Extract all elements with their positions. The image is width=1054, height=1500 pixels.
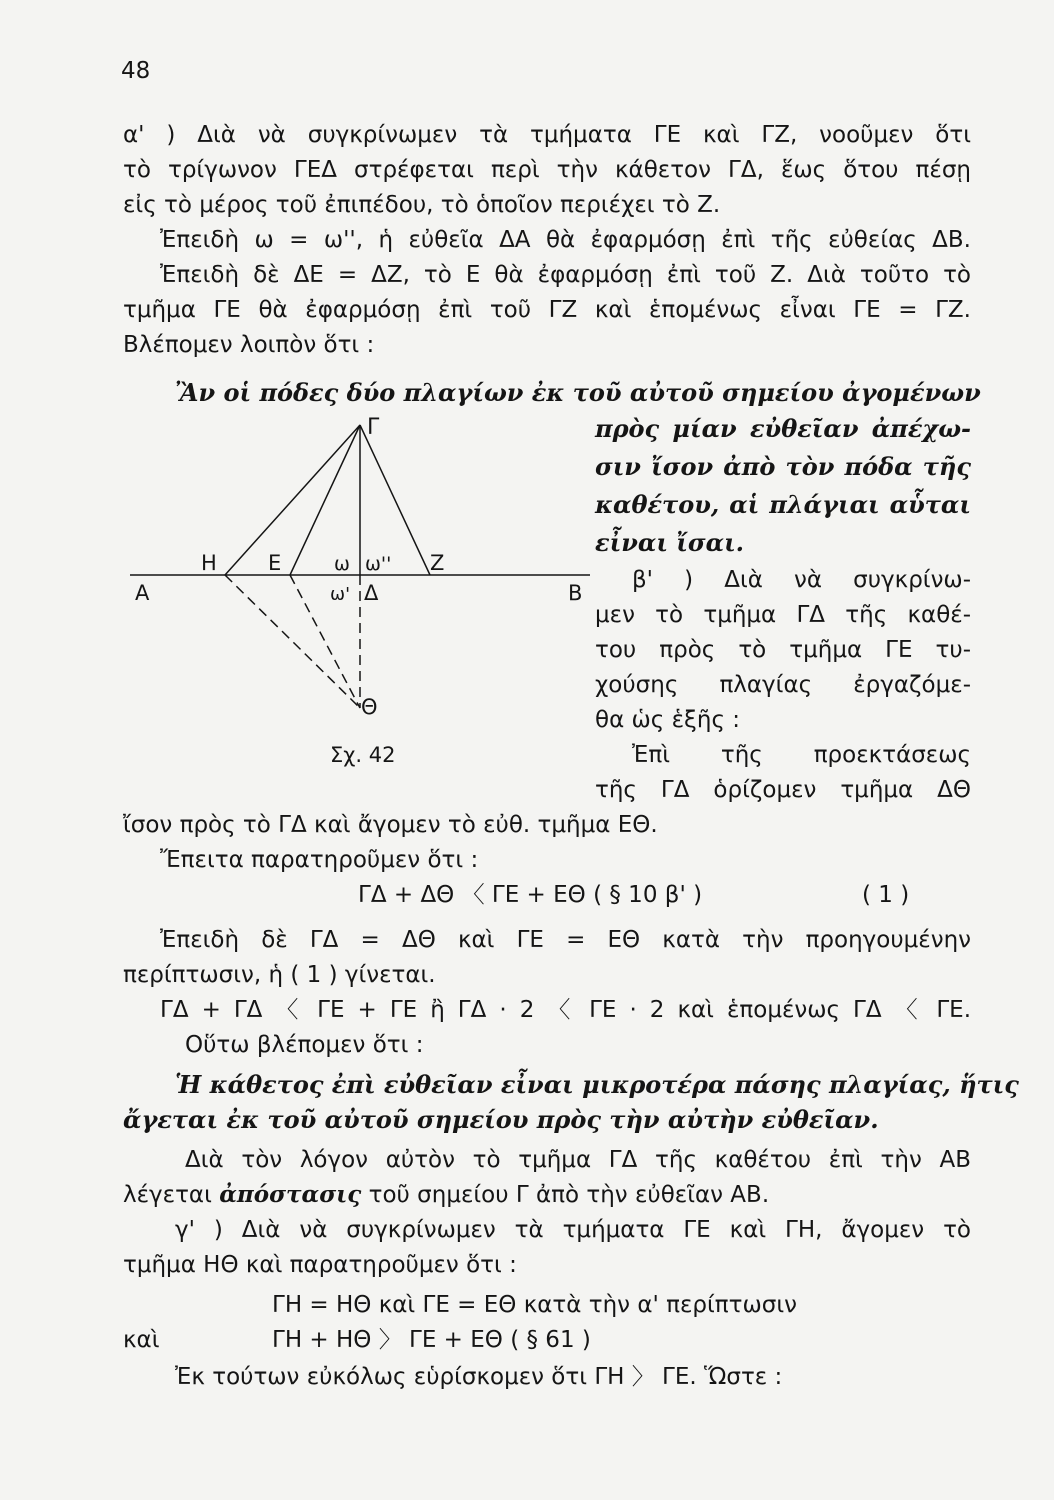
term-distance: ἀπόστασις [219, 1181, 362, 1208]
text-line: τμῆμα ΗΘ καὶ παρατηροῦμεν ὅτι : [123, 1252, 517, 1278]
text-line: Ἐπειδὴ δὲ ΓΔ = ΔΘ καὶ ΓΕ = ΕΘ κατὰ τὴν προηγουμένην [160, 927, 971, 953]
text-line: β' ) Διὰ νὰ συγκρίνω- [632, 567, 971, 593]
equation-prefix: καὶ [123, 1327, 160, 1353]
label-theta: Θ [361, 695, 378, 719]
text-span: τοῦ σημείου Γ ἀπὸ τὴν εὐθεῖαν ΑΒ. [361, 1182, 770, 1208]
text-line: Οὕτω βλέπομεν ὅτι : [185, 1032, 424, 1058]
theorem-line: σιν ἴσον ἀπὸ τὸν πόδα τῆς [595, 452, 971, 481]
label-zeta: Ζ [430, 551, 445, 575]
text-line: ἴσον πρὸς τὸ ΓΔ καὶ ἄγομεν τὸ εὐθ. τμῆμα ΕΘ. [123, 812, 658, 838]
text-line: μεν τὸ τμῆμα ΓΔ τῆς καθέ- [595, 602, 971, 628]
text-line: Ἐκ τούτων εὐκόλως εὑρίσκομεν ὅτι ΓΗ 〉 ΓΕ. Ὥστε : [175, 1364, 783, 1390]
text-line: τμῆμα ΓΕ θὰ ἐφαρμόσῃ ἐπὶ τοῦ ΓΖ καὶ ἑπομένως εἶναι ΓΕ = ΓΖ. [123, 297, 971, 323]
label-omega-right: ω'' [365, 553, 392, 575]
equation-number: ( 1 ) [862, 882, 910, 908]
text-line [123, 1180, 769, 1210]
text-line: χούσης πλαγίας ἐργαζόμε- [595, 672, 971, 698]
label-gamma: Γ [367, 415, 380, 440]
text-line: γ' ) Διὰ νὰ συγκρίνωμεν τὰ τμήματα ΓΕ καὶ ΓΗ, ἄγομεν τὸ [175, 1217, 971, 1243]
text-line: α' ) Διὰ νὰ συγκρίνωμεν τὰ τμήματα ΓΕ καὶ ΓΖ, νοοῦμεν ὅτι [123, 122, 971, 148]
text-line: τῆς ΓΔ ὁρίζομεν τμῆμα ΔΘ [595, 777, 971, 803]
text-line: Βλέπομεν λοιπὸν ὅτι : [123, 332, 375, 358]
theorem-line: ἄγεται ἐκ τοῦ αὐτοῦ σημείου πρὸς τὴν αὐτὴν εὐθεῖαν. [123, 1105, 879, 1134]
figure-caption: Σχ. 42 [330, 743, 396, 767]
theorem-line: πρὸς μίαν εὐθεῖαν ἀπέχω- [595, 414, 971, 443]
text-line: τὸ τρίγωνον ΓΕΔ στρέφεται περὶ τὴν κάθετον ΓΔ, ἕως ὅτου πέσῃ [123, 157, 971, 183]
text-line: Διὰ τὸν λόγον αὐτὸν τὸ τμῆμα ΓΔ τῆς καθέτου ἐπὶ τὴν ΑΒ [185, 1147, 971, 1173]
label-omega-prime: ω' [330, 584, 351, 605]
equation-3: ΓΗ = ΗΘ καὶ ΓΕ = ΕΘ κατὰ τὴν α' περίπτωσιν [272, 1292, 797, 1318]
label-alpha: Α [135, 581, 150, 605]
equation-2: ΓΔ + ΓΔ 〈 ΓΕ + ΓΕ ἢ ΓΔ · 2 〈 ΓΕ · 2 καὶ ἑπομένως ΓΔ 〈 ΓΕ. [160, 997, 971, 1023]
text-line: περίπτωσιν, ἡ ( 1 ) γίνεται. [123, 962, 436, 988]
text-line: εἰς τὸ μέρος τοῦ ἐπιπέδου, τὸ ὁποῖον περιέχει τὸ Ζ. [123, 192, 721, 218]
text-line: Ἐπειδὴ ω = ω'', ἡ εὐθεῖα ΔΑ θὰ ἐφαρμόσῃ ἐπὶ τῆς εὐθείας ΔΒ. [160, 227, 971, 253]
theorem-line: Ἡ κάθετος ἐπὶ εὐθεῖαν εἶναι μικροτέρα πάσης πλαγίας, ἥτις [175, 1070, 1019, 1099]
theorem-line: Ἂν οἱ πόδες δύο πλαγίων ἐκ τοῦ αὐτοῦ σημείου ἀγομένων [175, 378, 981, 407]
equation-4: ΓΗ + ΗΘ 〉 ΓΕ + ΕΘ ( § 61 ) [272, 1327, 591, 1353]
theorem-line: εἶναι ἴσαι. [595, 528, 745, 557]
text-line: Ἐπειδὴ δὲ ΔΕ = ΔΖ, τὸ Ε θὰ ἐφαρμόσῃ ἐπὶ τοῦ Ζ. Διὰ τοῦτο τὸ [160, 262, 971, 288]
text-span: λέγεται [123, 1182, 220, 1208]
label-delta: Δ [364, 581, 379, 605]
text-line: του πρὸς τὸ τμῆμα ΓΕ τυ- [595, 637, 971, 663]
label-omega-left: ω [334, 553, 350, 575]
theorem-line: καθέτου, αἱ πλάγιαι αὗται [595, 490, 971, 519]
text-line: θα ὡς ἑξῆς : [595, 707, 741, 733]
label-eta: Η [201, 551, 217, 575]
figure-42 [125, 410, 595, 775]
label-beta: Β [568, 581, 583, 605]
equation-1: ΓΔ + ΔΘ 〈 ΓΕ + ΕΘ ( § 10 β' ) [358, 882, 703, 908]
page-number: 48 [121, 58, 151, 84]
text-line: Ἔπειτα παρατηροῦμεν ὅτι : [160, 847, 479, 873]
label-epsilon: Ε [268, 551, 282, 575]
text-line: Ἐπὶ τῆς προεκτάσεως [632, 742, 971, 768]
